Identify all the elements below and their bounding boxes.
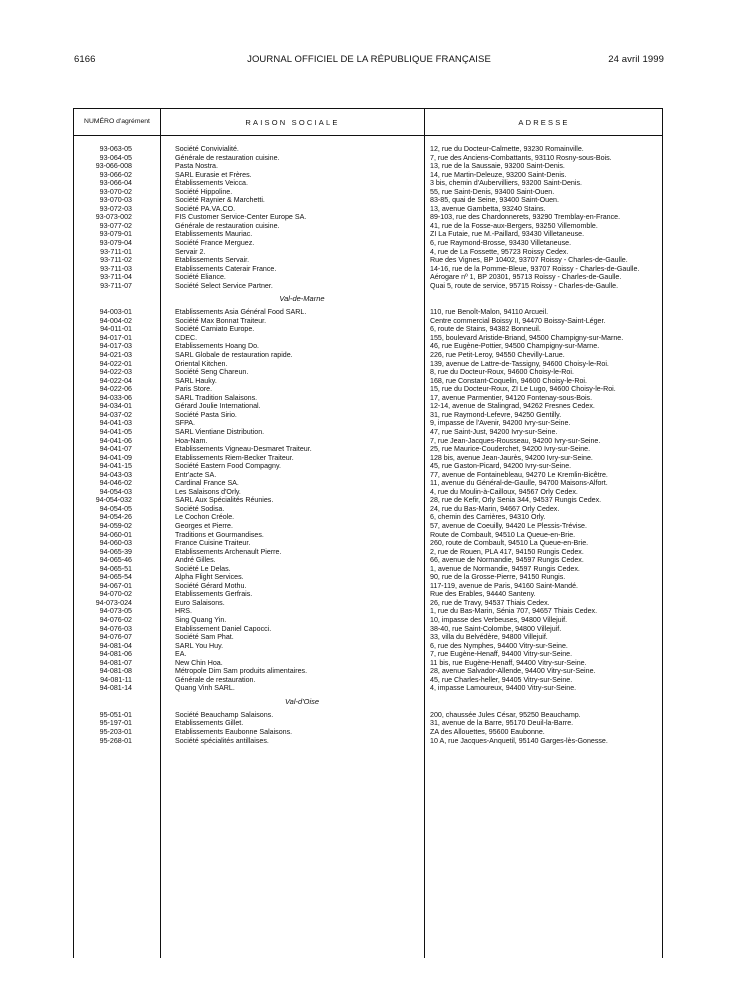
adresse: 2, rue de Rouen, PLA 417, 94150 Rungis Cedex. (430, 547, 584, 556)
table-row (74, 308, 662, 317)
adresse: 10, impasse des Verbeuses, 94800 Villejuif. (430, 615, 568, 624)
agrement-number: 94-041-07 (99, 445, 132, 454)
adresse: ZI La Futaie, rue M.-Paillard, 93430 Villetaneuse. (430, 230, 585, 239)
raison-sociale: Société spécialités antillaises. (175, 736, 269, 745)
page-number: 6166 (74, 54, 96, 65)
adresse: 260, route de Combault, 94510 La Queue-en-Brie. (430, 539, 589, 548)
adresse: 200, chaussée Jules César, 95250 Beauchamp. (430, 710, 581, 719)
table-row (74, 402, 662, 411)
raison-sociale: Établissements Veicca. (175, 179, 248, 188)
agrement-number: 93-070-03 (99, 196, 132, 205)
raison-sociale: Société Seng Chareun. (175, 368, 249, 377)
agrement-number: 94-041-05 (99, 427, 132, 436)
table-row (74, 737, 662, 746)
table-row (74, 471, 662, 480)
adresse: 3 bis, chemin d'Aubervilliers, 93200 Saint-Denis. (430, 179, 582, 188)
agrement-number: 95-268-01 (99, 736, 132, 745)
table-row (74, 239, 662, 248)
agrement-number: 94-046-02 (99, 479, 132, 488)
raison-sociale: Société Beauchamp Salaisons. (175, 710, 274, 719)
adresse: 128 bis, avenue Jean-Jaurès, 94200 Ivry-sur-Seine. (430, 453, 593, 462)
adresse: 1, avenue de Normandie, 94597 Rungis Cedex. (430, 564, 580, 573)
agrement-number: 93-077-02 (99, 221, 132, 230)
publication-date: 24 avril 1999 (608, 54, 664, 65)
adresse: 15, rue du Docteur-Roux, ZI Le Lugo, 94600 Choisy-le-Roi. (430, 385, 616, 394)
adresse: 155, boulevard Aristide-Briand, 94500 Champigny-sur-Marne. (430, 333, 624, 342)
adresse: 33, villa du Belvédère, 94800 Villejuif. (430, 633, 548, 642)
table-row (74, 222, 662, 231)
adresse: 24, rue du Bas-Marin, 94667 Orly Cedex. (430, 504, 560, 513)
table-row (74, 711, 662, 720)
adresse: 6, chemin des Carrières, 94310 Orly. (430, 513, 546, 522)
raison-sociale: Pasta Nostra. (175, 162, 218, 171)
raison-sociale: Etablissements Hoang Do. (175, 342, 259, 351)
adresse: 6, rue Raymond-Brosse, 93430 Villetaneuse. (430, 239, 572, 248)
table-row (74, 256, 662, 265)
adresse: 9, impasse de l'Avenir, 94200 Ivry-sur-Seine. (430, 419, 571, 428)
raison-sociale: Etablissements Servair. (175, 256, 250, 265)
agrement-number: 93-066-04 (99, 179, 132, 188)
agrement-number: 94-041-03 (99, 419, 132, 428)
raison-sociale: Société PA.VA.CO. (175, 204, 236, 213)
raison-sociale: Cardinal France SA. (175, 479, 239, 488)
raison-sociale: Georges et Pierre. (175, 521, 233, 530)
raison-sociale: Générale de restauration cuisine. (175, 221, 280, 230)
adresse: 83-85, quai de Seine, 93400 Saint-Ouen. (430, 196, 559, 205)
raison-sociale: SARL Tradition Salaisons. (175, 393, 258, 402)
agrement-number: 93-711-07 (100, 281, 132, 290)
table-row (74, 179, 662, 188)
table-row (74, 616, 662, 625)
agrement-number: 94-004-02 (99, 316, 132, 325)
column-header-adresse: ADRESSE (518, 117, 570, 127)
raison-sociale: SARL Vientiane Distribution. (175, 427, 265, 436)
agrement-number: 94-043-03 (99, 470, 132, 479)
table-row (74, 488, 662, 497)
raison-sociale: Traditions et Gourmandises. (175, 530, 264, 539)
agrement-number: 94-022-06 (99, 385, 132, 394)
table-row (74, 728, 662, 737)
table-row (74, 196, 662, 205)
adresse: Rue des Erables, 94440 Santeny. (430, 590, 536, 599)
table-row (74, 265, 662, 274)
agrement-number: 94-034-01 (99, 402, 132, 411)
agrement-number: 94-081-08 (99, 667, 132, 676)
raison-sociale: SFPA. (175, 419, 195, 428)
agrement-number: 94-065-51 (99, 564, 132, 573)
table-row (74, 667, 662, 676)
adresse: 4, impasse Lamoureux, 94400 Vitry-sur-Seine. (430, 684, 577, 693)
raison-sociale: SARL Eurasie et Frères. (175, 170, 252, 179)
table-row (74, 462, 662, 471)
agrement-number: 94-065-54 (99, 573, 132, 582)
table-row (74, 445, 662, 454)
adresse: 41, rue de la Fosse-aux-Bergers, 93250 Villemomble. (430, 221, 598, 230)
agrement-number: 93-063-05 (99, 145, 132, 153)
agrement-number: 94-054-26 (99, 513, 132, 522)
table-row (74, 556, 662, 565)
agrement-number: 94-067-01 (99, 581, 132, 590)
agrement-number: 93-066-02 (99, 170, 132, 179)
adresse: 13, rue de la Saussaie, 93200 Saint-Denis. (430, 162, 565, 171)
agrement-number: 93-073-002 (95, 213, 132, 222)
agrement-number: 94-076-07 (99, 633, 132, 642)
raison-sociale: SARL Hauky. (175, 376, 217, 385)
raison-sociale: Etablissements Mauriac. (175, 230, 253, 239)
table-row (74, 188, 662, 197)
adresse: 7, rue Jean-Jacques-Rousseau, 94200 Ivry-sur-Seine. (430, 436, 601, 445)
table-row (74, 531, 662, 540)
raison-sociale: Etablissements Riem-Becker Traiteur. (175, 453, 294, 462)
page-header (74, 54, 664, 68)
adresse: Centre commercial Boissy II, 94470 Boissy-Saint-Léger. (430, 316, 606, 325)
adresse: 31, avenue de la Barre, 95170 Deuil-la-Barre. (430, 719, 574, 728)
section-heading: Val-d'Oise (284, 696, 320, 706)
adresse: 11, avenue du Général-de-Gaulle, 94700 Maisons-Alfort. (430, 479, 608, 488)
agrement-number: 94-081-07 (99, 658, 132, 667)
agrement-number: 93-079-04 (99, 239, 132, 248)
table-row (74, 599, 662, 608)
agrement-number: 94-081-11 (100, 675, 132, 684)
agrement-number: 94-033-06 (99, 393, 132, 402)
table-row (74, 411, 662, 420)
adresse: 47, rue Saint-Just, 94200 Ivry-sur-Seine. (430, 427, 558, 436)
raison-sociale: Paris Store. (175, 385, 213, 394)
adresse: Aérogare nº 1, BP 20301, 95713 Roissy - Charles-de-Gaulle. (430, 273, 622, 282)
table-row (74, 282, 662, 291)
adresse: 89-103, rue des Chardonnerets, 93290 Tremblay-en-France. (430, 213, 621, 222)
agrement-number: 94-065-46 (99, 556, 132, 565)
agrement-number: 94-017-03 (99, 342, 132, 351)
adresse: 10 A, rue Jacques-Anquetil, 95140 Garges-lès-Gonesse. (430, 736, 608, 745)
table-row (74, 377, 662, 386)
section-heading: Val-de-Marne (279, 294, 325, 304)
adresse: 110, rue Benoît-Malon, 94110 Arcueil. (430, 308, 549, 317)
agrement-number: 93-070-02 (99, 187, 132, 196)
adresse: 8, rue du Docteur-Roux, 94600 Choisy-le-Roi. (430, 368, 574, 377)
raison-sociale: Société Convivialité. (175, 145, 239, 153)
adresse: 7, rue Eugène-Henaff, 94400 Vitry-sur-Seine. (430, 650, 573, 659)
adresse: 31, rue Raymond-Lefevre, 94250 Gentilly. (430, 410, 562, 419)
raison-sociale: Etablissements Archenault Pierre. (175, 547, 282, 556)
table-row (74, 368, 662, 377)
agrement-number: 94-054-032 (95, 496, 132, 505)
raison-sociale: Société Pasta Sirio. (175, 410, 237, 419)
adresse: 26, rue de Travy, 94537 Thiais Cedex. (430, 598, 550, 607)
adresse: 4, rue du Moulin-à-Cailloux, 94567 Orly Cedex. (430, 487, 578, 496)
table-row (74, 642, 662, 651)
raison-sociale: Société Gérard Mothu. (175, 581, 247, 590)
raison-sociale: SARL Globale de restauration rapide. (175, 351, 293, 360)
adresse: 38-40, rue Saint-Colombe, 94800 Villejuif. (430, 624, 562, 633)
table-body (74, 145, 662, 745)
agrement-number: 94-060-01 (99, 530, 132, 539)
adresse: 25, rue Maurice-Couderchet, 94200 Ivry-sur-Seine. (430, 445, 591, 454)
table-row (74, 539, 662, 548)
agrement-number: 94-081-06 (99, 650, 132, 659)
adresse: 77, avenue de Fontainebleau, 94270 Le Kremlin-Bicêtre. (430, 470, 608, 479)
agrement-number: 93-711-02 (100, 256, 132, 265)
raison-sociale: Sing Quang Yin. (175, 615, 227, 624)
raison-sociale: Etablissements Vigneau-Desmaret Traiteur. (175, 445, 312, 454)
raison-sociale: EA. (175, 650, 187, 659)
adresse: 6, route de Stains, 94382 Bonneuil. (430, 325, 541, 334)
table-row (74, 565, 662, 574)
adresse: 12, rue du Docteur-Calmette, 93230 Romainville. (430, 145, 584, 153)
agrement-number: 94-054-05 (99, 504, 132, 513)
raison-sociale: Oriental Kitchen. (175, 359, 228, 368)
agrement-number: 93-711-01 (100, 247, 132, 256)
agrement-number: 94-065-39 (99, 547, 132, 556)
adresse: 12-14, avenue de Stalingrad, 94262 Fresnes Cedex. (430, 402, 595, 411)
raison-sociale: Société Raynier & Marchetti. (175, 196, 265, 205)
agrement-number: 93-066-008 (95, 162, 132, 171)
raison-sociale: Société Le Delas. (175, 564, 231, 573)
table-row (74, 342, 662, 351)
agrement-number: 95-051-01 (99, 710, 132, 719)
adresse: 55, rue Saint-Denis, 93400 Saint-Ouen. (430, 187, 555, 196)
table-row (74, 317, 662, 326)
raison-sociale: Etablissements Asia Général Food SARL. (175, 308, 307, 317)
raison-sociale: Société France Merguez. (175, 239, 255, 248)
agrement-number: 94-021-03 (99, 351, 132, 360)
raison-sociale: CDEC. (175, 333, 198, 342)
agrement-number: 94-041-09 (99, 453, 132, 462)
column-header-numero: NUMÉRO d'agrément (84, 118, 150, 125)
adresse: 28, avenue Salvador-Allende, 94400 Vitry-sur-Seine. (430, 667, 596, 676)
raison-sociale: New Chin Hoa. (175, 658, 223, 667)
agrement-number: 93-711-04 (100, 273, 132, 282)
adresse: ZA des Allouettes, 95600 Eaubonne. (430, 728, 545, 736)
raison-sociale: Générale de restauration. (175, 675, 256, 684)
table-row (74, 719, 662, 728)
agrement-number: 93-072-03 (99, 204, 132, 213)
agrement-number: 94-073-024 (95, 598, 132, 607)
adresse: 226, rue Petit-Leroy, 94550 Chevilly-Larue. (430, 351, 565, 360)
raison-sociale: Euro Salaisons. (175, 598, 225, 607)
table-row (74, 162, 662, 171)
raison-sociale: Société Select Service Partner. (175, 281, 273, 290)
raison-sociale: Servair 2. (175, 247, 206, 256)
agrement-number: 94-081-04 (99, 641, 132, 650)
agrement-number: 93-064-05 (99, 153, 132, 162)
agrement-number: 94-022-03 (99, 368, 132, 377)
table-row (74, 633, 662, 642)
agrement-number: 94-022-01 (99, 359, 132, 368)
adresse: 45, rue Charles-heller, 94405 Vitry-sur-Seine. (430, 675, 573, 684)
raison-sociale: Générale de restauration cuisine. (175, 153, 280, 162)
agrement-number: 94-059-02 (99, 521, 132, 530)
adresse: Quai 5, route de service, 95715 Roissy - Charles-de-Gaulle. (430, 281, 619, 290)
table-row (74, 505, 662, 514)
adresse: 13, avenue Gambetta, 93240 Stains. (430, 204, 546, 213)
adresse: 168, rue Constant-Coquelin, 94600 Choisy-le-Roi. (430, 376, 587, 385)
table-row (74, 573, 662, 582)
raison-sociale: Etablissements Eaubonne Salaisons. (175, 728, 293, 736)
adresse: 45, rue Gaston-Picard, 94200 Ivry-sur-Seine. (430, 462, 572, 471)
adresse: 4, rue de La Fossette, 95723 Roissy Cedex. (430, 247, 569, 256)
raison-sociale: Quang Vinh SARL. (175, 684, 235, 693)
table-row (74, 325, 662, 334)
adresse: 57, avenue de Coeuilly, 94420 Le Plessis-Trévise. (430, 521, 587, 530)
table-row (74, 479, 662, 488)
table-row (74, 334, 662, 343)
raison-sociale: HRS. (175, 607, 192, 616)
agrement-number: 94-037-02 (99, 410, 132, 419)
adresse: 117-119, avenue de Paris, 94160 Saint-Mandé. (430, 581, 579, 590)
table-row (74, 454, 662, 463)
agrement-number: 93-711-03 (100, 264, 132, 273)
table-row (74, 205, 662, 214)
table-row (74, 582, 662, 591)
adresse: 66, avenue de Normandie, 94597 Rungis Cedex. (430, 556, 584, 565)
raison-sociale: Entr'acte SA. (175, 470, 217, 479)
agrement-number: 94-076-03 (99, 624, 132, 633)
adresse: 11 bis, rue Eugène-Henaff, 94400 Vitry-sur-Seine. (430, 658, 587, 667)
header-divider (74, 135, 662, 136)
raison-sociale: FIS Customer Service-Center Europe SA. (175, 213, 307, 222)
table-row (74, 171, 662, 180)
table-row (74, 230, 662, 239)
agrement-number: 94-017-01 (99, 333, 132, 342)
table-row (74, 273, 662, 282)
raison-sociale: Etablissements Gillet. (175, 719, 244, 728)
table-row (74, 248, 662, 257)
raison-sociale: Société Eliance. (175, 273, 226, 282)
column-header-raison-sociale: RAISON SOCIALE (245, 117, 340, 127)
raison-sociale: Société Eastern Food Compagny. (175, 462, 281, 471)
agrement-number: 94-081-14 (99, 684, 132, 693)
adresse: Route de Combault, 94510 La Queue-en-Brie. (430, 530, 576, 539)
table-row (74, 659, 662, 668)
adresse: 17, avenue Parmentier, 94120 Fontenay-sous-Bois. (430, 393, 593, 402)
journal-title: JOURNAL OFFICIEL DE LA RÉPUBLIQUE FRANÇAISE (247, 54, 491, 65)
table-row (74, 213, 662, 222)
raison-sociale: Etablissements Gerfrais. (175, 590, 253, 599)
table-row (74, 607, 662, 616)
adresse: 14, rue Martin-Deleuze, 93200 Saint-Denis. (430, 170, 567, 179)
adresse: 6, rue des Nymphes, 94400 Vitry-sur-Seine. (430, 641, 568, 650)
table-row (74, 548, 662, 557)
agrement-number: 94-041-15 (99, 462, 132, 471)
adresse: 139, avenue de Lattre-de-Tassigny, 94600 Choisy-le-Roi. (430, 359, 609, 368)
agrement-number: 94-011-01 (100, 325, 132, 334)
table-row (74, 625, 662, 634)
agrement-number: 94-070-02 (99, 590, 132, 599)
raison-sociale: SARL Aux Spécialités Réunies. (175, 496, 274, 505)
agrement-number: 94-076-02 (99, 615, 132, 624)
raison-sociale: Société Max Bonnat Traiteur. (175, 316, 267, 325)
table-row (74, 522, 662, 531)
adresse: 7, rue des Anciens-Combattants, 93110 Rosny-sous-Bois. (430, 153, 612, 162)
table-row (74, 419, 662, 428)
table-row (74, 590, 662, 599)
adresse: 46, rue Eugène-Pottier, 94500 Champigny-sur-Marne. (430, 342, 600, 351)
raison-sociale: SARL You Huy. (175, 641, 224, 650)
raison-sociale: Alpha Flight Services. (175, 573, 244, 582)
adresse: Rue des Vignes, BP 10402, 93707 Roissy - Charles-de-Gaulle. (430, 256, 628, 265)
adresse: 90, rue de la Grosse-Pierre, 94150 Rungis. (430, 573, 566, 582)
raison-sociale: Le Cochon Créole. (175, 513, 235, 522)
agrement-number: 94-022-04 (99, 376, 132, 385)
agrement-number: 94-073-05 (99, 607, 132, 616)
table-row (74, 351, 662, 360)
table-row (74, 676, 662, 685)
raison-sociale: Société Sodisa. (175, 504, 225, 513)
raison-sociale: Société Hippoline. (175, 187, 233, 196)
table-row (74, 684, 662, 693)
adresse: 1, rue du Bas-Marin, Sénia 707, 94657 Thiais Cedex. (430, 607, 598, 616)
agrement-number: 95-197-01 (99, 719, 132, 728)
table-row (74, 437, 662, 446)
agrement-number: 94-003-01 (99, 308, 132, 317)
table-row (74, 145, 662, 154)
table-row (74, 394, 662, 403)
raison-sociale: France Cuisine Traiteur. (175, 539, 251, 548)
raison-sociale: André Gilles. (175, 556, 216, 565)
raison-sociale: Etablissements Caterair France. (175, 264, 277, 273)
table-row (74, 513, 662, 522)
agrement-number: 94-041-06 (99, 436, 132, 445)
table-row (74, 428, 662, 437)
raison-sociale: Métropole Dim Sam produits alimentaires. (175, 667, 308, 676)
agrement-number: 95-203-01 (99, 728, 132, 736)
adresse: 14-16, rue de la Pomme-Bleue, 93707 Roissy - Charles-de-Gaulle. (430, 264, 640, 273)
adresse: 28, rue de Kefir, Orly Senia 344, 94537 Rungis Cedex. (430, 496, 602, 505)
table-row (74, 360, 662, 369)
raison-sociale: Etablissement Daniel Capocci. (175, 624, 272, 633)
raison-sociale: Hoa-Nam. (175, 436, 208, 445)
agrement-number: 94-060-03 (99, 539, 132, 548)
raison-sociale: Gérard Joulie International. (175, 402, 261, 411)
table-row (74, 650, 662, 659)
agrement-number: 94-054-03 (99, 487, 132, 496)
raison-sociale: Société Sam Phat. (175, 633, 234, 642)
table-row (74, 385, 662, 394)
table-row (74, 154, 662, 163)
table-row (74, 496, 662, 505)
raison-sociale: Société Carniato Europe. (175, 325, 255, 334)
agrement-number: 93-079-01 (99, 230, 132, 239)
raison-sociale: Les Salaisons d'Orly. (175, 487, 241, 496)
